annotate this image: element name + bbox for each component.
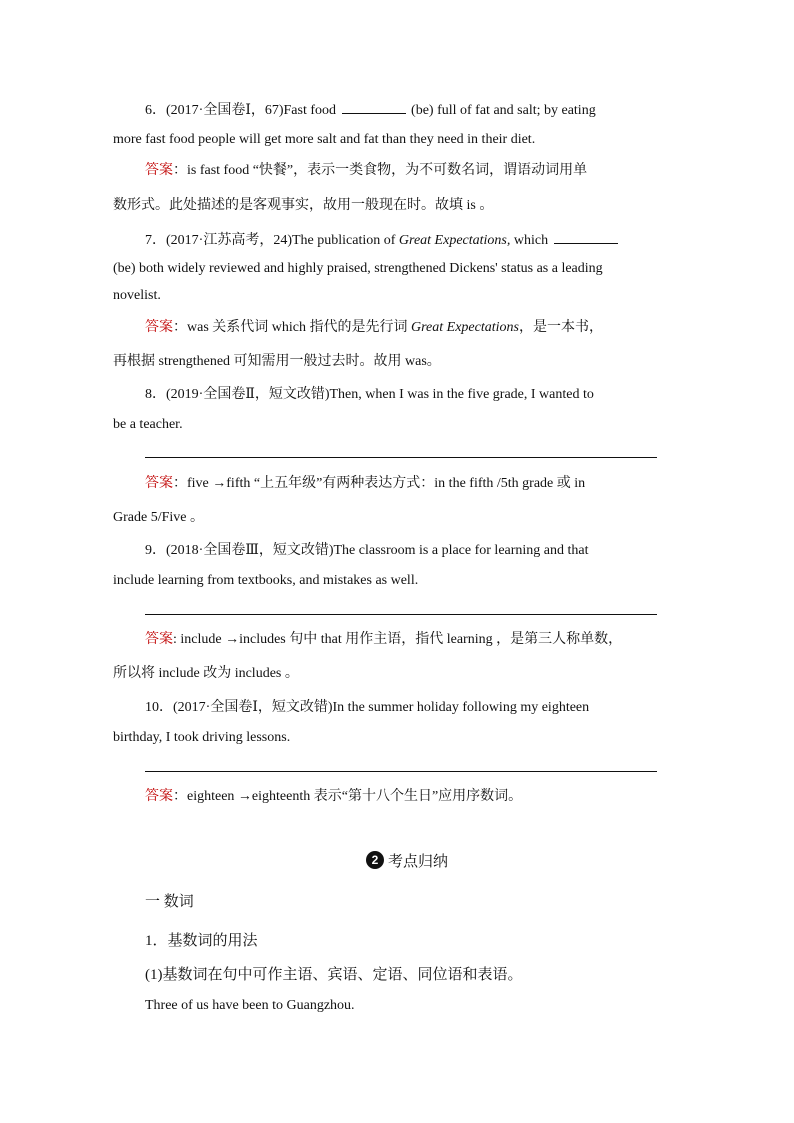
- q7-answer-text-b: ，是一本书，: [518, 320, 603, 335]
- section-title-text: 考点归纳: [388, 853, 449, 870]
- q8-line-1: 8．(2019·全国卷Ⅱ，短文改错)Then, when I was in the five grade, I wanted to: [145, 387, 594, 402]
- point-1: (1)基数词在句中可作主语、宾语、定语、同位语和表语。: [145, 967, 523, 983]
- q9-answer-line-1: [145, 630, 680, 652]
- q7-blank: [554, 229, 618, 244]
- q8-line-2: be a teacher.: [113, 417, 183, 432]
- q9-answer-text: : include →includes 句中 that 用作主语，指代 learning ，是第三人称单数，: [173, 632, 623, 647]
- q8-answer-line-1: [145, 474, 680, 496]
- q6-blank: [342, 99, 406, 114]
- q7-answer-text-a: ：was 关系代词 which 指代的是先行词: [173, 320, 408, 335]
- q9-line-2: include learning from textbooks, and mistakes as well.: [113, 573, 419, 588]
- answer-label: 答案: [145, 789, 173, 804]
- q8-answer-rule: [145, 457, 657, 458]
- answer-label: 答案: [145, 163, 173, 178]
- q8-answer-line-2: Grade 5/Five 。: [113, 510, 204, 525]
- q9-line-1: 9．(2018·全国卷Ⅲ，短文改错)The classroom is a place for learning and that: [145, 543, 589, 558]
- q7-book-title: Great Expectations,: [398, 233, 511, 248]
- q6-line-1: [145, 99, 680, 121]
- q9-answer-rule: [145, 614, 657, 615]
- q10-answer-rule: [145, 771, 657, 772]
- example-1: Three of us have been to Guangzhou.: [145, 998, 355, 1013]
- heading-cardinal-usage: 1．基数词的用法: [145, 933, 258, 949]
- q7-answer-book-title: Great Expectations: [411, 320, 519, 335]
- q7-line-1: [145, 229, 680, 251]
- q10-answer-text: ：eighteen →eighteenth 表示“第十八个生日”应用序数词。: [173, 789, 523, 804]
- q6-text-b: (be) full of fat and salt; by eating: [411, 103, 596, 118]
- q6-answer-line-1: [145, 161, 680, 183]
- q6-answer-line-2: 数形式。此处描述的是客观事实，故用一般现在时。故填 is 。: [113, 198, 494, 213]
- q8-answer-text: ：five →fifth “上五年级”有两种表达方式：in the fifth /5th grade 或 in: [173, 476, 586, 491]
- q7-answer-line-1: [145, 318, 680, 340]
- heading-numerals: 一 数词: [145, 894, 194, 910]
- answer-label: 答案: [145, 476, 173, 491]
- q7-answer-line-2: 再根据 strengthened 可知需用一般过去时。故用 was。: [113, 354, 441, 369]
- q6-answer-text: ：is fast food “快餐”，表示一类食物，为不可数名词，谓语动词用单: [173, 163, 588, 178]
- answer-label: 答案: [145, 632, 173, 647]
- answer-label: 答案: [145, 320, 173, 335]
- section-title: [366, 848, 448, 872]
- q10-line-1: 10．(2017·全国卷Ⅰ，短文改错)In the summer holiday following my eighteen: [145, 700, 590, 715]
- q10-line-2: birthday, I took driving lessons.: [113, 730, 291, 745]
- q7-text-b: which: [513, 233, 549, 248]
- q7-line-3: novelist.: [113, 288, 161, 303]
- q7-line-2: (be) both widely reviewed and highly praised, strengthened Dickens' status as a leading: [113, 261, 603, 276]
- q6-text-a: 6．(2017·全国卷Ⅰ，67)Fast food: [145, 103, 337, 118]
- circled-number-icon: 2: [366, 851, 384, 869]
- q9-answer-line-2: 所以将 include 改为 includes 。: [113, 666, 299, 681]
- q10-answer-line-1: [145, 787, 680, 809]
- q6-line-2: more fast food people will get more salt and fat than they need in their diet.: [113, 132, 536, 147]
- q7-text-a: 7．(2017·江苏高考，24)The publication of: [145, 233, 396, 248]
